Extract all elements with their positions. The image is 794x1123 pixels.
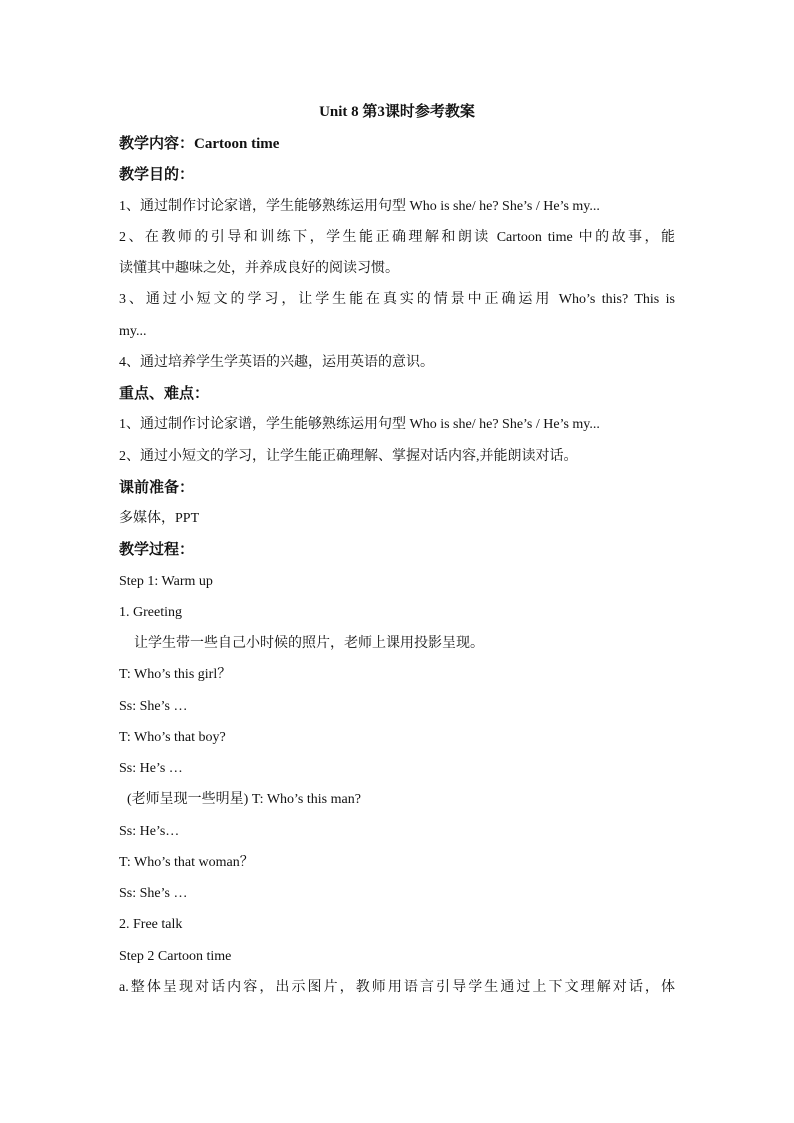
step-1-heading: Step 1: Warm up: [119, 574, 213, 589]
greeting-instruction: 让学生带一些自己小时候的照片，老师上课用投影呈现。: [134, 636, 484, 651]
dialogue-line: T: Who’s this girl？: [119, 667, 232, 682]
objective-4: 4、通过培养学生学英语的兴趣，运用英语的意识。: [119, 355, 434, 370]
dialogue-line: T: Who’s that woman？: [119, 855, 254, 870]
section-heading-objectives: 教学目的：: [119, 167, 195, 183]
dialogue-line: Ss: He’s…: [119, 824, 180, 839]
document-title: Unit 8 第3课时参考教案: [319, 104, 475, 120]
objective-2: 2、在教师的引导和训练下，学生能正确理解和朗读 Cartoon time 中的故事，能: [119, 230, 675, 245]
free-talk-heading: 2. Free talk: [119, 917, 183, 932]
greeting-heading: 1. Greeting: [119, 605, 182, 620]
key-point-1: 1、通过制作讨论家谱，学生能够熟练运用句型 Who is she/ he? She’s / He’s my...: [119, 417, 600, 432]
key-point-2: 2、通过小短文的学习，让学生能正确理解、掌握对话内容,并能朗读对话。: [119, 449, 578, 464]
dialogue-line: Ss: She’s …: [119, 886, 188, 901]
preparation-items: 多媒体，PPT: [119, 511, 200, 526]
objective-1: 1、通过制作讨论家谱，学生能够熟练运用句型 Who is she/ he? She’s / He’s my...: [119, 199, 600, 214]
section-heading-content: 教学内容：Cartoon time: [119, 136, 280, 152]
section-heading-key-points: 重点、难点：: [119, 386, 210, 402]
dialogue-line: T: Who’s that boy?: [119, 730, 226, 745]
objective-3-continued: my...: [119, 324, 147, 339]
dialogue-line: (老师呈现一些明星) T: Who’s this man?: [127, 792, 361, 807]
objective-2-continued: 读懂其中趣味之处，并养成良好的阅读习惯。: [119, 261, 399, 276]
section-heading-preparation: 课前准备：: [119, 480, 195, 496]
section-heading-process: 教学过程：: [119, 542, 195, 558]
objective-3: 3、通过小短文的学习，让学生能在真实的情景中正确运用 Who’s this? This is: [119, 292, 675, 307]
step-2-instruction: a.整体呈现对话内容，出示图片，教师用语言引导学生通过上下文理解对话，体: [119, 980, 675, 995]
dialogue-line: Ss: He’s …: [119, 761, 183, 776]
step-2-heading: Step 2 Cartoon time: [119, 949, 232, 964]
dialogue-line: Ss: She’s …: [119, 699, 188, 714]
